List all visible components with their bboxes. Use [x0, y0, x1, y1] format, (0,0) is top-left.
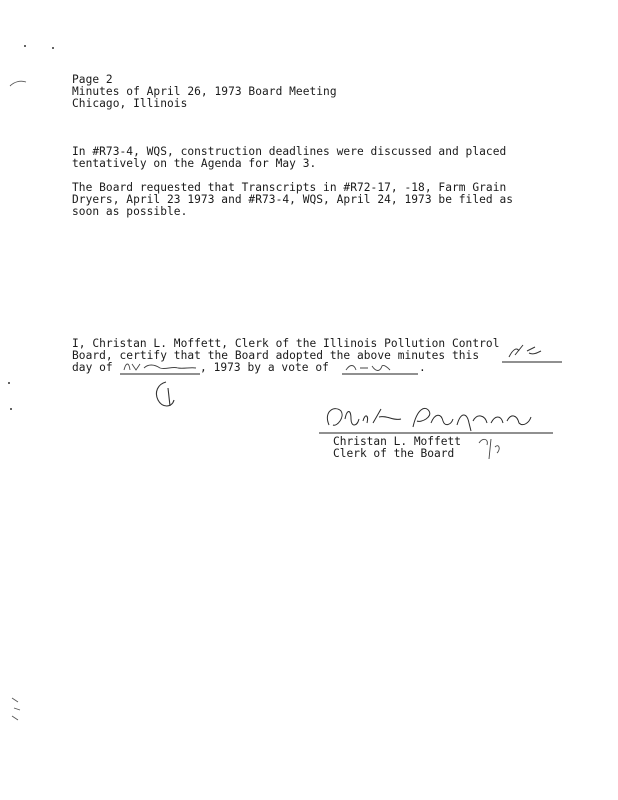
paragraph-2-line-1: The Board requested that Transcripts in #R72-17, -18, Farm Grain — [72, 181, 507, 194]
signer-name: Christan L. Moffett — [333, 435, 461, 448]
certification-line-1: I, Christan L. Moffett, Clerk of the Illinois Pollution Control — [72, 337, 500, 350]
paragraph-2-line-3: soon as possible. — [72, 205, 188, 218]
certification-line-3-start: day of — [72, 361, 113, 374]
handwritten-month — [120, 360, 200, 374]
signature-initials — [475, 433, 505, 463]
page-number: Page 2 — [72, 73, 113, 86]
scan-speck — [8, 382, 10, 384]
paragraph-1-line-1: In #R73-4, WQS, construction deadlines were discussed and placed — [72, 145, 507, 158]
signature-block — [333, 403, 573, 463]
scan-speck — [52, 47, 54, 49]
paragraph-2-line-2: Dryers, April 23 1973 and #R73-4, WQS, April 24, 1973 be filed as — [72, 193, 514, 206]
certification-line-2: Board, certify that the Board adopted the above minutes this — [72, 349, 480, 362]
bottom-left-scan-mark — [8, 696, 24, 722]
meeting-title: Minutes of April 26, 1973 Board Meeting — [72, 85, 337, 98]
handwritten-scribble — [150, 378, 182, 414]
signature-image — [321, 401, 561, 437]
meeting-location: Chicago, Illinois — [72, 97, 188, 110]
handwritten-date-mark — [505, 343, 545, 363]
corner-scribble-mark — [8, 78, 28, 88]
certification-line-3-end: . — [419, 361, 426, 374]
signer-title: Clerk of the Board — [333, 447, 455, 460]
certification-line-3-middle: , 1973 by a vote of — [200, 361, 329, 374]
scan-speck — [24, 45, 26, 47]
handwritten-vote — [342, 362, 412, 374]
scan-speck — [10, 408, 12, 410]
paragraph-1-line-2: tentatively on the Agenda for May 3. — [72, 157, 317, 170]
